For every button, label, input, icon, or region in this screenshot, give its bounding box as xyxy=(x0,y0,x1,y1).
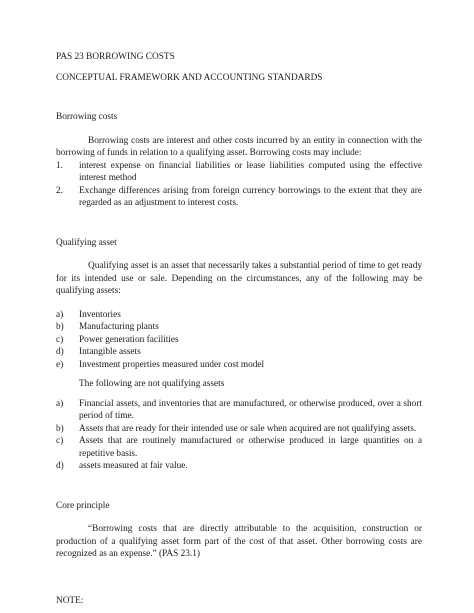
list-item-text: Financial assets, and inventories that are manufactured, or otherwise produced, over a short period of time. xyxy=(79,398,422,421)
section-paragraph: Borrowing costs are interest and other costs incurred by an entity in connection with the borrowing of funds in relation to a qualifying asset. Borrowing costs may include: xyxy=(56,135,422,158)
list-marker: b) xyxy=(56,322,64,332)
core-principle-quote: “Borrowing costs that are directly attributable to the acquisition, construction or production of a qualifying asset form part of the cost of that asset. Other borrowing costs are recognized as an expense.” (PAS 23.1) xyxy=(56,524,422,559)
section-core-principle xyxy=(56,500,422,561)
section-heading: Core principle xyxy=(56,500,110,511)
list-item-text: Power generation facilities xyxy=(79,334,179,345)
document-title: PAS 23 BORROWING COSTS xyxy=(56,52,175,62)
list-marker: a) xyxy=(56,398,64,409)
list-item-text: Exchange differences arising from foreign currency borrowings to the extent that they are regarded as an adjustment to interest costs. xyxy=(79,185,422,208)
note-label: NOTE: xyxy=(56,595,84,606)
list-marker: c) xyxy=(56,436,64,446)
not-qualifying-intro: The following are not qualifying assets xyxy=(79,379,225,389)
list-marker: d) xyxy=(56,347,64,357)
section-qualifying-asset xyxy=(56,237,422,473)
list-marker: 2. xyxy=(56,185,63,196)
list-item-text: Intangible assets xyxy=(79,347,141,357)
list-marker: 1. xyxy=(56,160,63,171)
list-item xyxy=(56,309,422,322)
list-item xyxy=(56,435,422,460)
list-marker: e) xyxy=(56,359,64,370)
list-item-text: Investment properties measured under cost model xyxy=(79,359,265,370)
list-item-text: Inventories xyxy=(79,309,121,320)
qualifying-asset-list xyxy=(56,309,422,372)
section-heading: Qualifying asset xyxy=(56,237,117,248)
list-item-text: Assets that are routinely manufactured or otherwise produced in large quantities on a repetitive basis. xyxy=(79,436,422,459)
numbered-list xyxy=(56,160,422,210)
list-item-text: Assets that are ready for their intended use or sale when acquired are not qualifying assets. xyxy=(79,423,417,434)
list-item-text: interest expense on financial liabilities or lease liabilities computed using the effective interest method xyxy=(79,160,422,183)
list-item xyxy=(56,460,422,473)
list-item xyxy=(56,398,422,423)
list-marker: d) xyxy=(56,461,64,471)
list-item xyxy=(56,185,422,210)
list-marker: a) xyxy=(56,309,64,320)
list-item xyxy=(56,423,422,436)
list-item xyxy=(56,346,422,359)
section-paragraph: Qualifying asset is an asset that necessarily takes a substantial period of time to get ready for its intended use or sale. Depending on the circumstances, any of the following may be qualifying assets: xyxy=(56,261,422,296)
list-marker: b) xyxy=(56,423,64,434)
section-heading: Borrowing costs xyxy=(56,112,118,122)
list-item xyxy=(56,160,422,185)
list-item-text: Manufacturing plants xyxy=(79,322,159,332)
list-item-text: assets measured at fair value. xyxy=(79,461,188,471)
section-borrowing-costs xyxy=(56,111,422,210)
document-subtitle: CONCEPTUAL FRAMEWORK AND ACCOUNTING STANDARDS xyxy=(56,72,323,83)
list-item xyxy=(56,334,422,347)
list-item xyxy=(56,359,422,372)
list-marker: c) xyxy=(56,334,64,345)
list-item xyxy=(56,321,422,334)
not-qualifying-list xyxy=(56,398,422,473)
